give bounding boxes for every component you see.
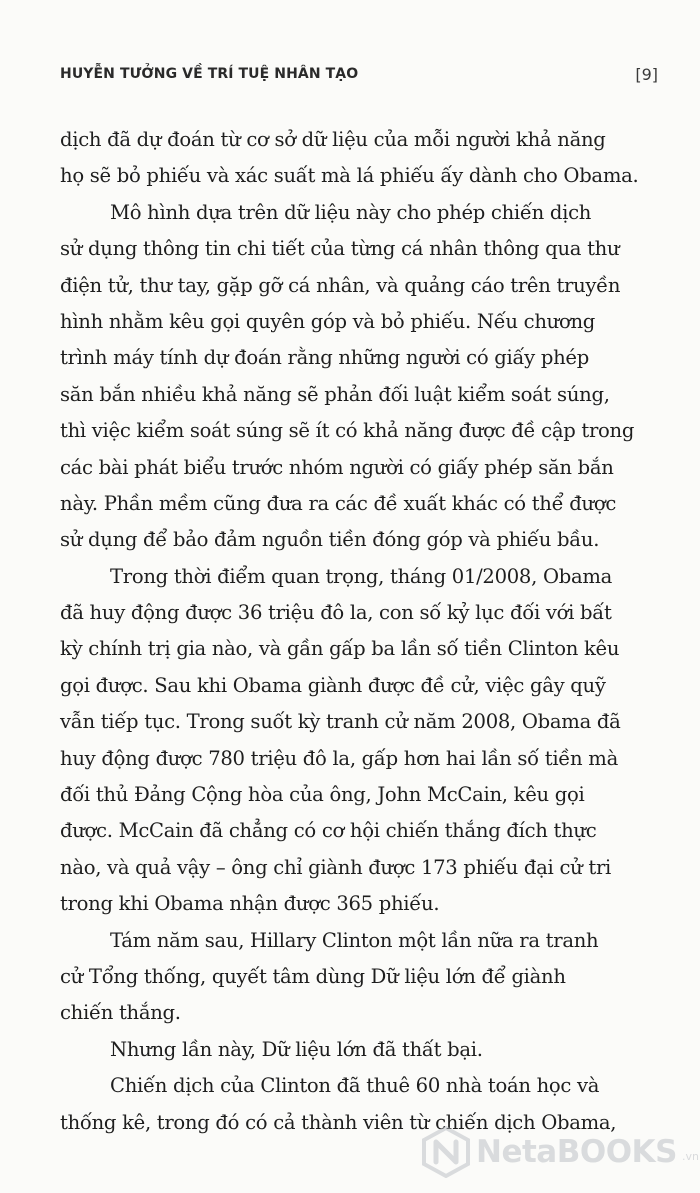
text-line: chiến thắng. [60,1001,181,1025]
text-line: săn bắn nhiều khả năng sẽ phản đối luật kiểm soát súng, [60,382,610,406]
text-line: vẫn tiếp tục. Trong suốt kỳ tranh cử năm 2008, Obama đã [60,710,621,734]
text-line: đã huy động được 36 triệu đô la, con số kỷ lục đối với bất [60,601,612,625]
body-text [60,122,700,1141]
watermark-suffix: .vn [682,1150,699,1163]
watermark [420,1124,699,1182]
text-line: được. McCain đã chẳng có cơ hội chiến thắng đích thực [60,819,597,843]
text-line: nào, và quả vậy – ông chỉ giành được 173 phiếu đại cử tri [60,855,611,879]
text-line: họ sẽ bỏ phiếu và xác suất mà lá phiếu ấy dành cho Obama. [60,164,639,188]
text-line: sử dụng để bảo đảm nguồn tiền đóng góp và phiếu bầu. [60,528,600,552]
text-line: Mô hình dựa trên dữ liệu này cho phép chiến dịch [110,200,592,224]
page-number: [9] [635,65,658,84]
text-line: thống kê, trong đó có cả thành viên từ chiến dịch Obama, [60,1110,617,1134]
running-header [60,66,658,90]
text-line: đối thủ Đảng Cộng hòa của ông, John McCain, kêu gọi [60,783,585,807]
text-line: huy động được 780 triệu đô la, gấp hơn hai lần số tiền mà [60,746,618,770]
text-line: cử Tổng thống, quyết tâm dùng Dữ liệu lớn để giành [60,964,566,988]
text-line: kỳ chính trị gia nào, và gần gấp ba lần số tiền Clinton kêu [60,637,620,661]
text-line: hình nhằm kêu gọi quyên góp và bỏ phiếu. Nếu chương [60,309,596,333]
text-line: sử dụng thông tin chi tiết của từng cá nhân thông qua thư [60,237,620,261]
chapter-title: HUYỄN TƯỞNG VỀ TRÍ TUỆ NHÂN TẠO [60,66,359,82]
text-line: trong khi Obama nhận được 365 phiếu. [60,892,440,916]
text-line: điện tử, thư tay, gặp gỡ cá nhân, và quảng cáo trên truyền [60,273,621,297]
text-line: gọi được. Sau khi Obama giành được đề cử, việc gây quỹ [60,673,606,697]
text-line: Nhưng lần này, Dữ liệu lớn đã thất bại. [110,1037,483,1061]
watermark-brand: NetaBOOKS [476,1134,677,1170]
text-line: dịch đã dự đoán từ cơ sở dữ liệu của mỗi người khả năng [60,128,606,151]
text-line: thì việc kiểm soát súng sẽ ít có khả năng được đề cập trong [60,419,635,443]
text-line: trình máy tính dự đoán rằng những người có giấy phép [60,346,589,370]
neta-logo-icon [420,1126,472,1178]
text-line: này. Phần mềm cũng đưa ra các đề xuất khác có thể được [60,491,616,515]
text-line: các bài phát biểu trước nhóm người có giấy phép săn bắn [60,455,614,479]
text-line: Chiến dịch của Clinton đã thuê 60 nhà toán học và [110,1074,600,1098]
text-line: Tám năm sau, Hillary Clinton một lần nữa ra tranh [110,928,599,952]
text-line: Trong thời điểm quan trọng, tháng 01/2008, Obama [110,564,612,588]
